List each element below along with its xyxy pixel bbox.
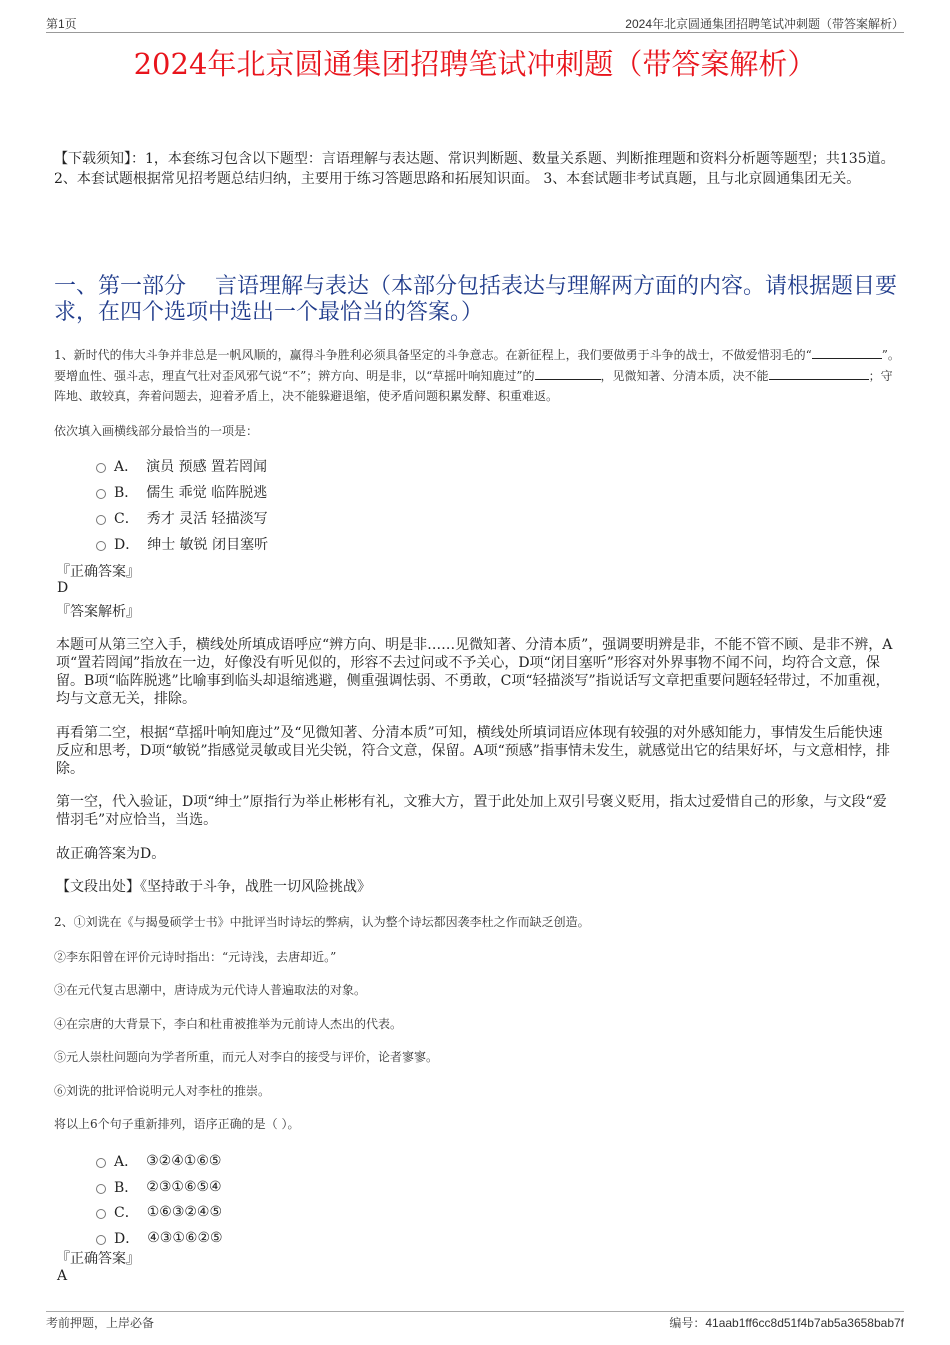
radio-icon[interactable] (96, 541, 106, 551)
radio-icon[interactable] (96, 1235, 106, 1245)
q1-answer-label: 『正确答案』 (56, 564, 140, 580)
q1-analysis-paragraph: 本题可从第三空入手，横线处所填成语呼应“辨方向、明是非……见微知著、分清本质”，强调要明辨是非，不能不管不顾、是非不辨，A项“置若罔闻”指放在一边，好像没有听见似的，形容不去过问或不予关心，D项“闭目塞听”形容对外界事物不闻不问，均符合文意，保留。B项“临阵脱逃”比喻事到临头却退缩逃避，侧重强调怯弱、不勇敢，C项“轻描淡写”指说话写文章把重要问题轻轻带过，不加重视，均与文意无关，排除。 (56, 637, 893, 707)
q2-prompt: 将以上6个句子重新排列，语序正确的是（ ）。 (54, 1117, 300, 1131)
blank-2 (535, 367, 601, 380)
option-key: A． (114, 459, 139, 475)
q2-line: 2、①刘诜在《与揭曼硕学士书》中批评当时诗坛的弊病，认为整个诗坛都因袭李杜之作而缺乏创造。 (54, 915, 590, 929)
section-heading: 一、第一部分 言语理解与表达（本部分包括表达与理解两方面的内容。请根据题目要求，在四个选项中选出一个最恰当的答案。） (54, 274, 897, 325)
option-text: ①⑥③②④⑤ (146, 1204, 223, 1220)
q2-line: ④在宗唐的大背景下，李白和杜甫被推举为元前诗人杰出的代表。 (54, 1017, 403, 1031)
q1-conclusion: 故正确答案为D。 (56, 846, 166, 862)
option-key: D． (114, 1231, 140, 1247)
radio-icon[interactable] (96, 515, 106, 525)
q1-option-c[interactable] (96, 508, 268, 528)
option-text: ④③①⑥②⑤ (147, 1230, 223, 1246)
option-key: D． (114, 537, 140, 553)
blank-3 (769, 367, 869, 380)
option-text: 秀才 灵活 轻描淡写 (146, 511, 268, 527)
q1-option-d[interactable] (96, 534, 268, 554)
q2-option-b[interactable] (96, 1177, 222, 1197)
page-header (46, 15, 904, 33)
radio-icon[interactable] (96, 489, 106, 499)
option-text: 儒生 乖觉 临阵脱逃 (146, 485, 268, 501)
q2-option-c[interactable] (96, 1202, 222, 1222)
q1-prompt: 依次填入画横线部分最恰当的一项是： (54, 424, 259, 438)
radio-icon[interactable] (96, 1209, 106, 1219)
q2-line: ⑥刘诜的批评恰说明元人对李杜的推崇。 (54, 1084, 271, 1098)
option-text: 演员 预感 置若罔闻 (146, 459, 268, 475)
q2-line: ②李东阳曾在评价元诗时指出：“元诗浅，去唐却近。” (54, 950, 337, 964)
option-key: B． (114, 1180, 139, 1196)
page-footer (46, 1311, 904, 1331)
q1-source: 【文段出处】《坚持敢于斗争，战胜一切风险挑战》 (56, 879, 371, 895)
q1-text-part: 1、新时代的伟大斗争并非总是一帆风顺的，赢得斗争胜利必须具备坚定的斗争意志。在新征程上，我们要做勇于斗争的战士，不做爱惜羽毛的“ (54, 348, 812, 362)
q2-option-a[interactable] (96, 1151, 221, 1171)
option-key: C． (114, 1205, 139, 1221)
q1-text-part: ；守阵地、敢较真，奔着问题去，迎着矛盾上，决不能躲避退缩，使矛盾问题积累发酵、积重难返。 (54, 368, 893, 403)
q1-analysis-label: 『答案解析』 (56, 604, 140, 620)
q1-option-a[interactable] (96, 456, 267, 476)
option-text: ②③①⑥⑤④ (146, 1179, 222, 1195)
q1-answer: D (57, 580, 69, 596)
q1-text-part: ，见微知著、分清本质，决不能 (600, 368, 769, 383)
q1-option-b[interactable] (96, 482, 267, 502)
download-notice: 【下载须知】：1，本套练习包含以下题型：言语理解与表达题、常识判断题、数量关系题、判断推理题和资料分析题等题型；共135道。 2、本套试题根据常见招考题总结归纳，主要用于练习答题思路和拓展知识面。 3、本套试题非考试真题，且与北京圆通集团无关。 (54, 151, 895, 187)
blank-1 (812, 346, 882, 359)
radio-icon[interactable] (96, 1184, 106, 1194)
header-doc-title: 2024年北京圆通集团招聘笔试冲刺题（带答案解析） (625, 17, 904, 31)
q1-text-part: ”。要增血性、强斗志，理直气壮对歪风邪气说“不”；辨方向、明是非，以“草摇叶响知鹿过”的 (54, 348, 900, 383)
q2-answer-label: 『正确答案』 (56, 1251, 140, 1267)
radio-icon[interactable] (96, 463, 106, 473)
page-title: 2024年北京圆通集团招聘笔试冲刺题（带答案解析） (133, 47, 817, 81)
q2-line: ③在元代复古思潮中，唐诗成为元代诗人普遍取法的对象。 (54, 983, 367, 997)
option-key: C． (114, 511, 139, 527)
q1-analysis-paragraph: 再看第二空，根据“草摇叶响知鹿过”及“见微知著、分清本质”可知，横线处所填词语应体现有较强的对外感知能力，事情发生后能快速反应和思考，D项“敏锐”指感觉灵敏或目光尖锐，符合文意，保留。A项“预感”指事情未发生，就感觉出它的结果好坏，与文意相悖，排除。 (56, 725, 890, 777)
question-1-text (54, 345, 904, 407)
footer-slogan: 考前押题，上岸必备 (46, 1316, 155, 1330)
radio-icon[interactable] (96, 1158, 106, 1168)
option-text: ③②④①⑥⑤ (146, 1153, 222, 1169)
q1-analysis-paragraph: 第一空，代入验证，D项“绅士”原指行为举止彬彬有礼，文雅大方，置于此处加上双引号褒义贬用，指太过爱惜自己的形象，与文段“爱惜羽毛”对应恰当，当选。 (56, 794, 887, 828)
q2-option-d[interactable] (96, 1228, 223, 1248)
option-key: B． (114, 485, 139, 501)
page-number: 第1页 (46, 17, 77, 31)
footer-id: 编号：41aab1ff6cc8d51f4b7ab5a3658bab7f (669, 1316, 904, 1330)
q2-line: ⑤元人崇杜问题向为学者所重，而元人对李白的接受与评价，论者寥寥。 (54, 1050, 439, 1064)
q2-answer: A (57, 1268, 68, 1284)
option-text: 绅士 敏锐 闭目塞听 (147, 537, 269, 553)
option-key: A． (114, 1154, 139, 1170)
